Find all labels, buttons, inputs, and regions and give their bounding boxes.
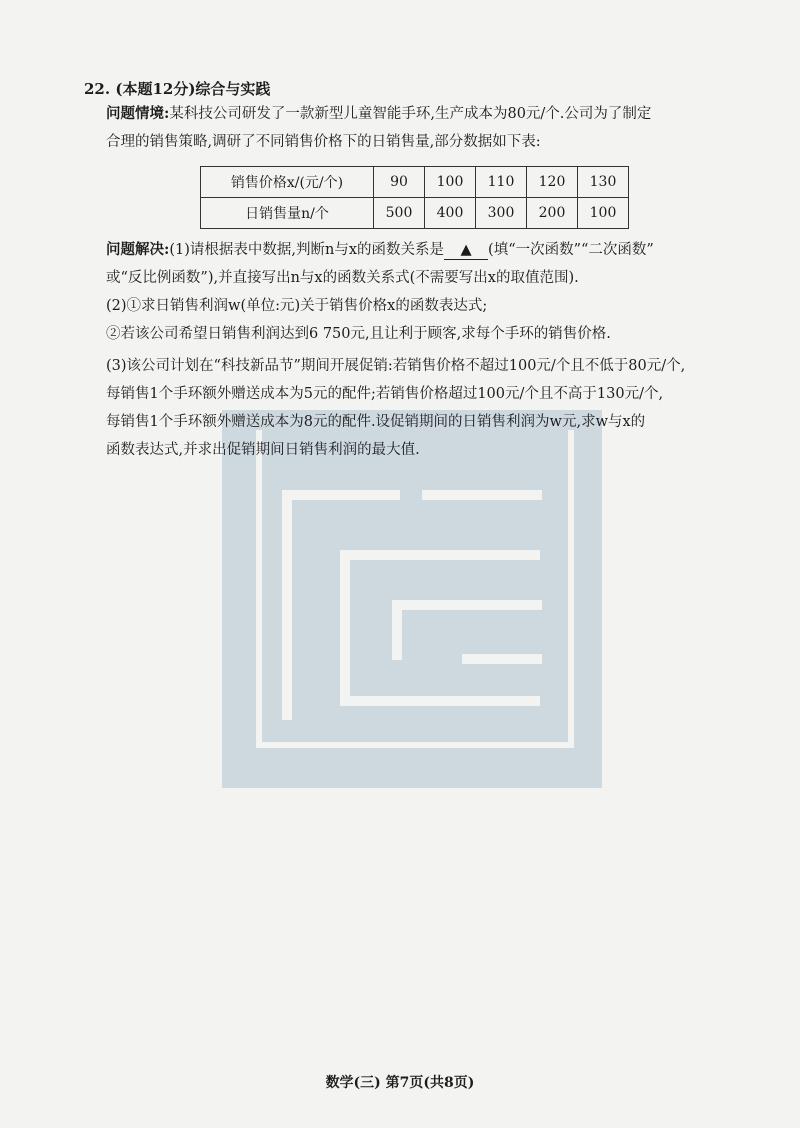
context-line-2: 合理的销售策略,调研了不同销售价格下的日销售量,部分数据如下表: bbox=[106, 134, 541, 150]
table-cell: 120 bbox=[527, 167, 578, 198]
question-title: 综合与实践 bbox=[195, 80, 271, 98]
table-row bbox=[201, 167, 629, 198]
watermark-graphic bbox=[222, 410, 602, 788]
table-header-quantity: 日销售量n/个 bbox=[201, 198, 374, 229]
table-header-price: 销售价格x/(元/个) bbox=[201, 167, 374, 198]
table-row bbox=[201, 198, 629, 229]
solve-label: 问题解决: bbox=[106, 241, 170, 258]
question-header bbox=[84, 78, 270, 99]
question-score: (本题12分) bbox=[115, 80, 196, 98]
solve-p2-line-1: (2)①求日销售利润w(单位:元)关于销售价格x的函数表达式; bbox=[106, 298, 488, 314]
question-number: 22. bbox=[84, 80, 111, 98]
sales-table bbox=[200, 166, 629, 229]
table-cell: 130 bbox=[578, 167, 629, 198]
table-cell: 110 bbox=[476, 167, 527, 198]
solve-p3-line-2: 每销售1个手环额外赠送成本为5元的配件;若销售价格超过100元/个且不高于130元/个, bbox=[106, 386, 664, 402]
table-cell: 200 bbox=[527, 198, 578, 229]
context-label: 问题情境: bbox=[106, 105, 170, 122]
solve-p1-line-1: 问题解决:(1)请根据表中数据,判断n与x的函数关系是 ▲ (填“一次函数”“二次函数” bbox=[106, 241, 654, 258]
solve-p2-line-2: ②若该公司希望日销售利润达到6 750元,且让利于顾客,求每个手环的销售价格. bbox=[106, 326, 611, 342]
solve-p1-line-2: 或“反比例函数”),并直接写出n与x的函数关系式(不需要写出x的取值范围). bbox=[106, 270, 579, 286]
table-cell: 100 bbox=[425, 167, 476, 198]
solve-p3-line-1: (3)该公司计划在“科技新品节”期间开展促销:若销售价格不超过100元/个且不低于80元/个, bbox=[106, 358, 686, 374]
table-cell: 500 bbox=[374, 198, 425, 229]
solve-p3-line-4: 函数表达式,并求出促销期间日销售利润的最大值. bbox=[106, 442, 420, 458]
answer-blank[interactable]: ▲ bbox=[444, 241, 488, 260]
solve-p3-line-3: 每销售1个手环额外赠送成本为8元的配件.设促销期间的日销售利润为w元,求w与x的 bbox=[106, 414, 646, 430]
table-cell: 100 bbox=[578, 198, 629, 229]
table-cell: 90 bbox=[374, 167, 425, 198]
page-footer: 数学(三) 第7页(共8页) bbox=[325, 1075, 475, 1091]
context-line-1: 问题情境:某科技公司研发了一款新型儿童智能手环,生产成本为80元/个.公司为了制定 bbox=[106, 105, 652, 122]
table-cell: 400 bbox=[425, 198, 476, 229]
table-cell: 300 bbox=[476, 198, 527, 229]
